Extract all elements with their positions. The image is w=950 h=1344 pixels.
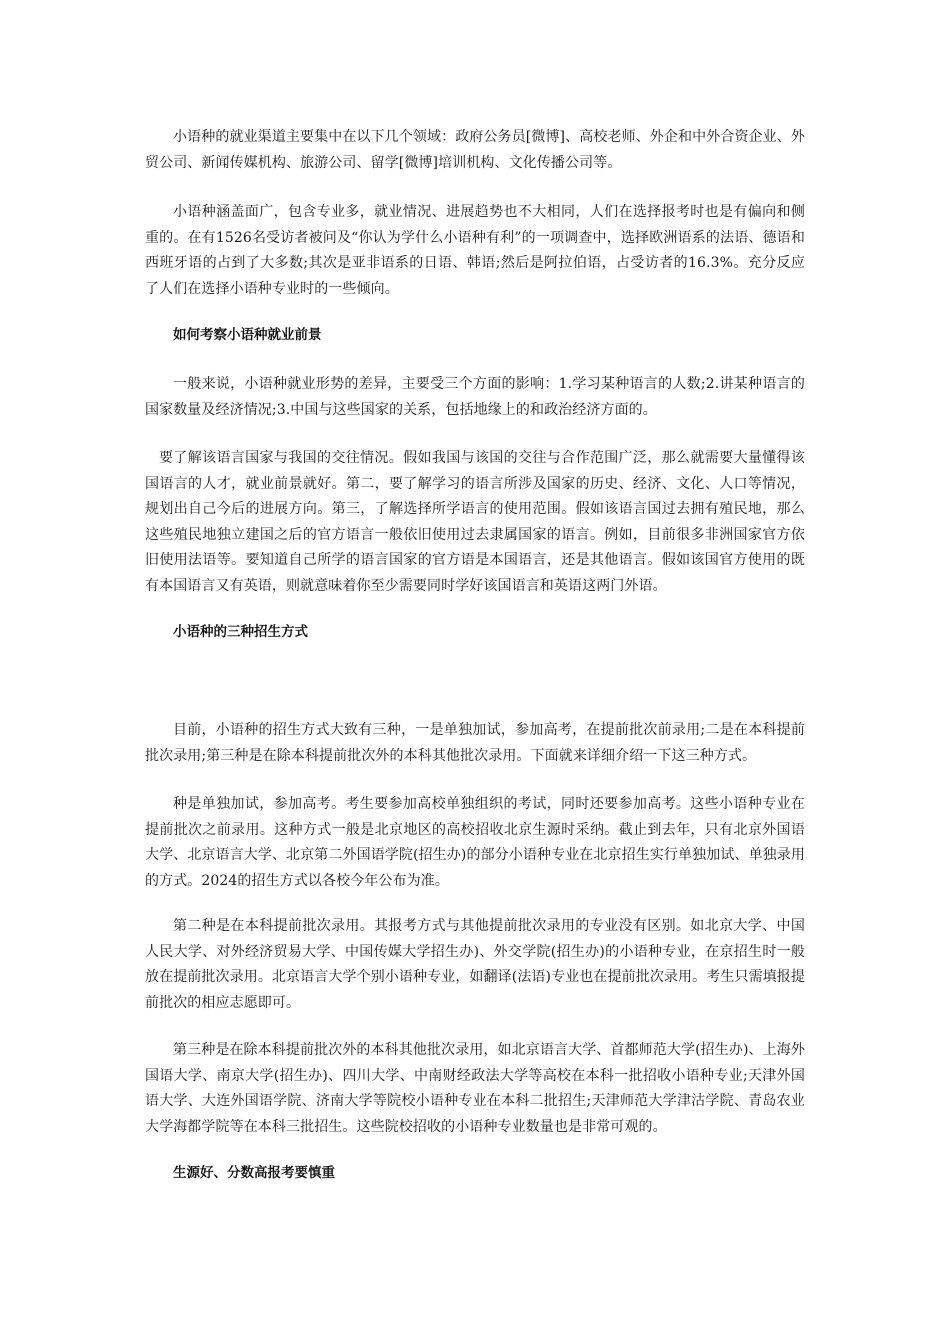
- paragraph-method-three: 第三种是在除本科提前批次外的本科其他批次录用，如北京语言大学、首都师范大学(招生办)、上海外国语大学、南京大学(招生办)、四川大学、中南财经政法大学等高校在本科一批招收小语种专业;天津外国语大学、大连外国语学院、济南大学等院校小语种专业在本科二批招生;天津师范大学津沽学院、青岛农业大学海都学院等在本科三批招生。这些院校招收的小语种专业数量也是非常可观的。: [145, 1042, 805, 1135]
- paragraph-employment-channels: 小语种的就业渠道主要集中在以下几个领域：政府公务员[微博]、高校老师、外企和中外合资企业、外贸公司、新闻传媒机构、旅游公司、留学[微博]培训机构、文化传播公司等。: [145, 129, 805, 171]
- paragraph-method-two: 第二种是在本科提前批次录用。其报考方式与其他提前批次录用的专业没有区别。如北京大学、中国人民大学、对外经济贸易大学、中国传媒大学招生办)、外交学院(招生办)的小语种专业，在京招生时一般放在提前批次录用。北京语言大学个别小语种专业，如翻译(法语)专业也在提前批次录用。考生只需填报提前批次的相应志愿即可。: [145, 918, 805, 1011]
- heading-apply-carefully: 生源好、分数高报考要慎重: [173, 1165, 335, 1181]
- heading-employment-prospects: 如何考察小语种就业前景: [173, 327, 322, 343]
- paragraph-survey-preferences: 小语种涵盖面广，包含专业多，就业情况、进展趋势也不大相同，人们在选择报考时也是有偏向和侧重的。在有1526名受访者被问及“你认为学什么小语种有利”的一项调查中，选择欧洲语系的法语、德语和西班牙语的占到了大多数;其次是亚非语系的日语、韩语;然后是阿拉伯语，占受访者的16.3%。充分反应了人们在选择小语种专业时的一些倾向。: [145, 204, 805, 297]
- paragraph-country-relations: 要了解该语言国家与我国的交往情况。假如我国与该国的交往与合作范围广泛，那么就需要大量懂得该国语言的人才，就业前景就好。第二，要了解学习的语言所涉及国家的历史、经济、文化、人口等情况，规划出自己今后的进展方向。第三，了解选择所学语言的使用范围。假如该语言国过去拥有殖民地，那么这些殖民地独立建国之后的官方语言一般依旧使用过去隶属国家的语言。例如，目前很多非洲国家官方依旧使用法语等。要知道自己所学的语言国家的官方语是本国语言，还是其他语言。假如该国官方使用的既有本国语言又有英语，则就意味着你至少需要同时学好该国语言和英语这两门外语。: [145, 450, 805, 594]
- paragraph-method-one: 种是单独加试，参加高考。考生要参加高校单独组织的考试，同时还要参加高考。这些小语种专业在提前批次之前录用。这种方式一般是北京地区的高校招收北京生源时采纳。截止到去年，只有北京外国语大学、北京语言大学、北京第二外国语学院(招生办)的部分小语种专业在北京招生实行单独加试、单独录用的方式。2024的招生方式以各校今年公布为准。: [145, 796, 805, 889]
- paragraph-three-factors: 一般来说，小语种就业形势的差异，主要受三个方面的影响：1.学习某种语言的人数;2.讲某种语言的国家数量及经济情况;3.中国与这些国家的关系，包括地缘上的和政治经济方面的。: [145, 376, 805, 418]
- heading-enrollment-methods: 小语种的三种招生方式: [173, 624, 308, 640]
- paragraph-methods-overview: 目前，小语种的招生方式大致有三种，一是单独加试，参加高考，在提前批次前录用;二是在本科提前批次录用;第三种是在除本科提前批次外的本科其他批次录用。下面就来详细介绍一下这三种方式。: [145, 722, 805, 764]
